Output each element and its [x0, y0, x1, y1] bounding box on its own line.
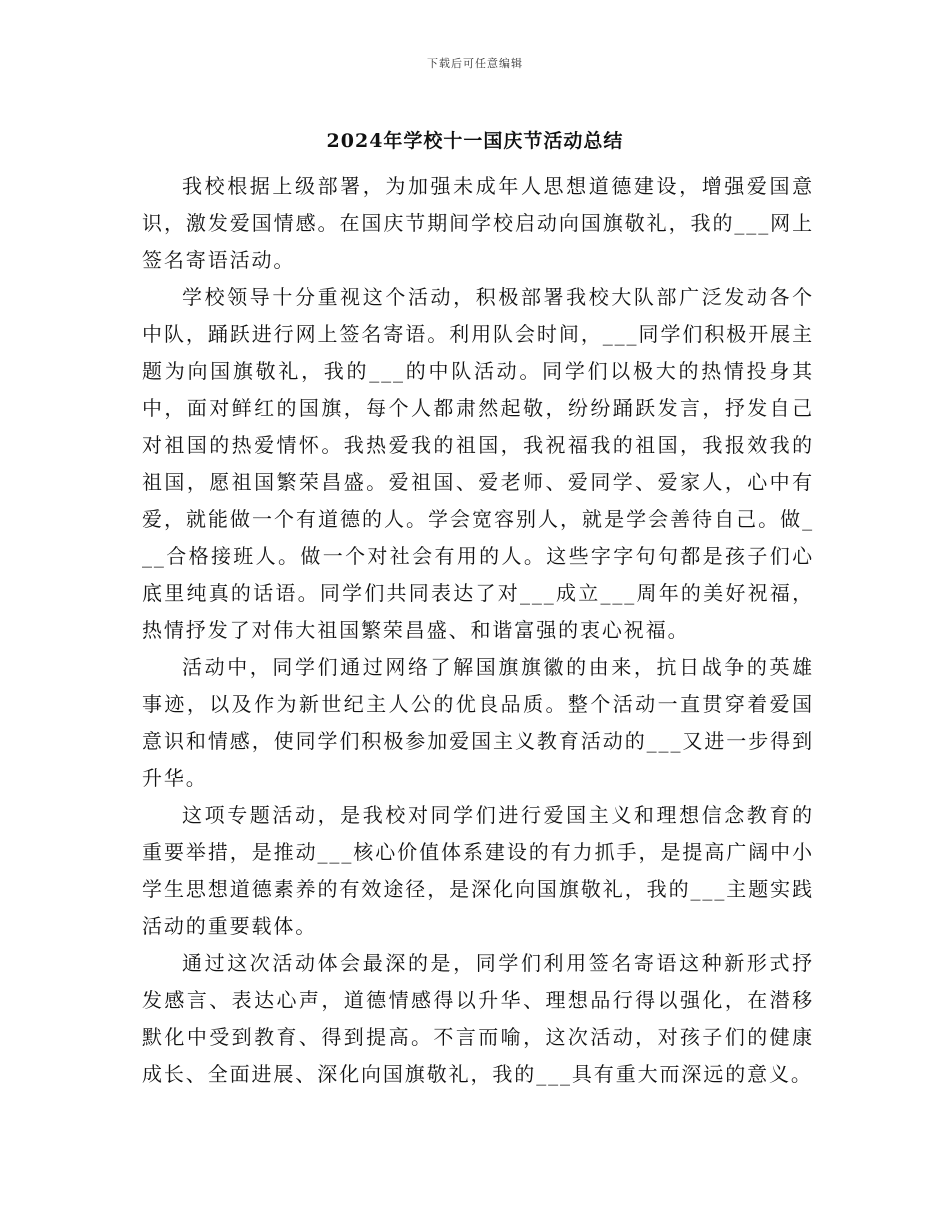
- document-body: [142, 168, 814, 1093]
- paragraph-3: 活动中，同学们通过网络了解国旗旗徽的由来，抗日战争的英雄事迹，以及作为新世纪主人公的优良品质。整个活动一直贯穿着爱国意识和情感，使同学们积极参加爱国主义教育活动的___又进一步得到升华。: [142, 655, 814, 790]
- paragraph-1: 我校根据上级部署，为加强未成年人思想道德建设，增强爱国意识，激发爱国情感。在国庆节期间学校启动向国旗敬礼，我的___网上签名寄语活动。: [142, 174, 814, 272]
- paragraph-2: 学校领导十分重视这个活动，积极部署我校大队部广泛发动各个中队，踊跃进行网上签名寄语。利用队会时间，___同学们积极开展主题为向国旗敬礼，我的___的中队活动。同学们以极大的热情投身其中，面对鲜红的国旗，每个人都肃然起敬，纷纷踊跃发言，抒发自己对祖国的热爱情怀。我热爱我的祖国，我祝福我的祖国，我报效我的祖国，愿祖国繁荣昌盛。爱祖国、爱老师、爱同学、爱家人，心中有爱，就能做一个有道德的人。学会宽容别人，就是学会善待自己。做___合格接班人。做一个对社会有用的人。这些字字句句都是孩子们心底里纯真的话语。同学们共同表达了对___成立___周年的美好祝福，热情抒发了对伟大祖国繁荣昌盛、和谐富强的衷心祝福。: [142, 285, 814, 642]
- document-title: 2024年学校十一国庆节活动总结: [326, 130, 624, 152]
- paragraph-5: 通过这次活动体会最深的是，同学们利用签名寄语这种新形式抒发感言、表达心声，道德情感得以升华、理想品行得以强化，在潜移默化中受到教育、得到提高。不言而喻，这次活动，对孩子们的健康成长、全面进展、深化向国旗敬礼，我的___具有重大而深远的意义。: [142, 951, 814, 1086]
- header-note: 下载后可任意编辑: [427, 57, 523, 70]
- paragraph-4: 这项专题活动，是我校对同学们进行爱国主义和理想信念教育的重要举措，是推动___核心价值体系建设的有力抓手，是提高广阔中小学生思想道德素养的有效途径，是深化向国旗敬礼，我的___主题实践活动的重要载体。: [142, 803, 814, 938]
